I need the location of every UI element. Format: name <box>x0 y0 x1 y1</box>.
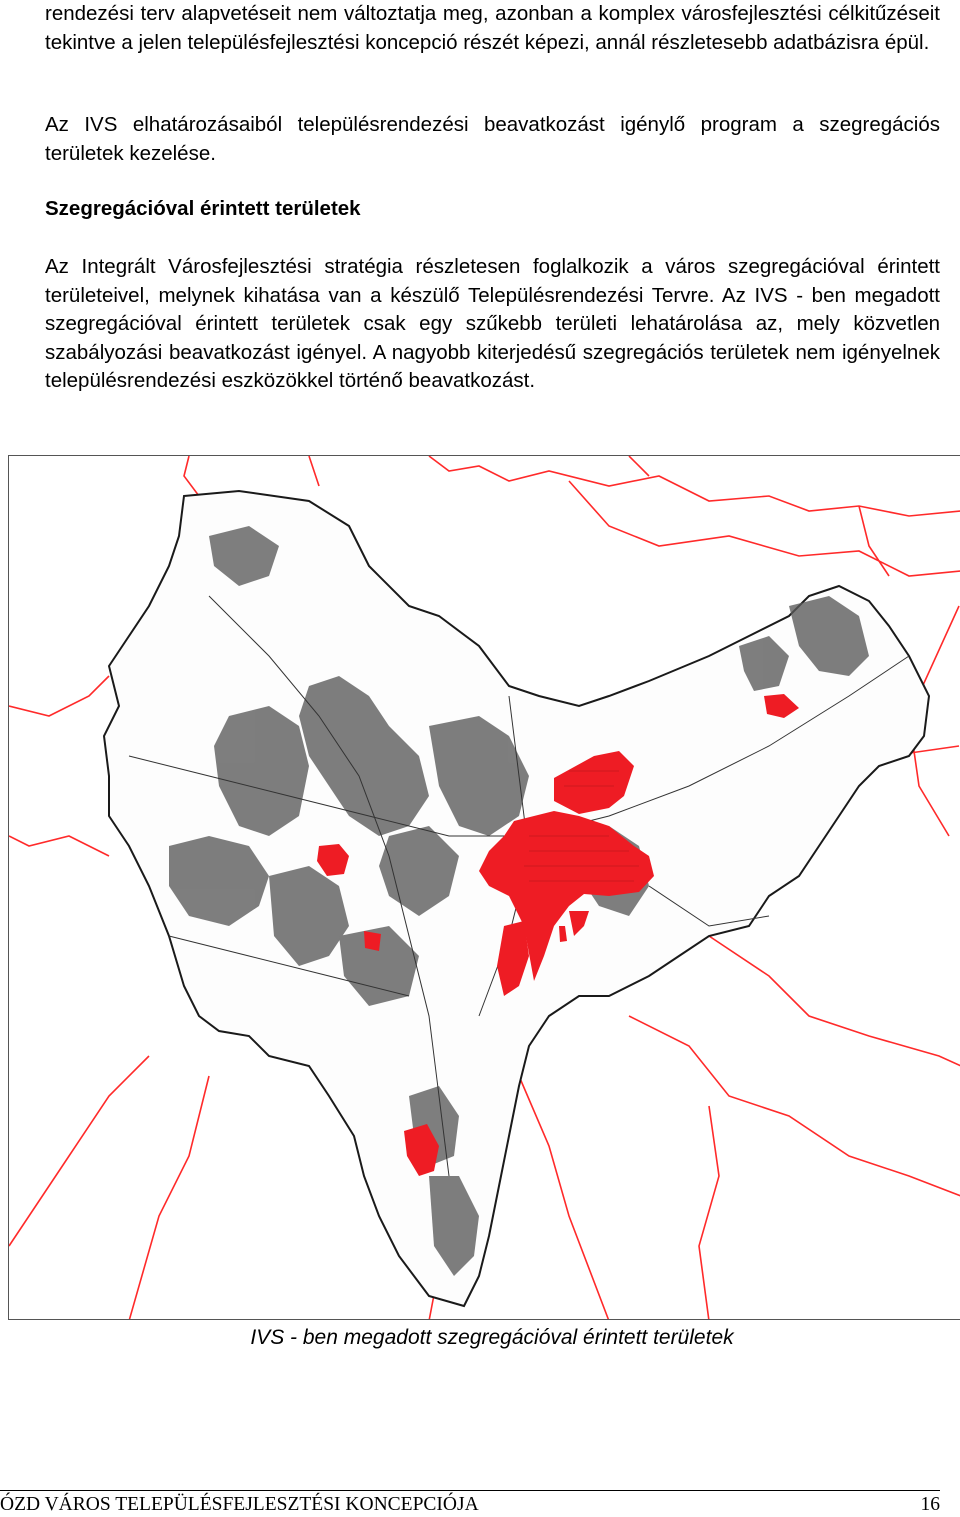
ivs-paragraph: Az IVS elhatározásaiból településrendezési beavatkozást igénylő program a szegregációs területek kezelése. <box>45 113 940 165</box>
figure-caption: IVS - ben megadott szegregációval érintett területek <box>250 1326 734 1349</box>
section-heading: Szegregációval érintett területek <box>45 197 361 220</box>
segregation-paragraph: Az Integrált Városfejlesztési stratégia részletesen foglalkozik a város szegregációval érintett területeivel, melynek kihatása van a készülő Településrendezési Tervre. Az IVS - ben megadott szegregációval érintett területek csak egy szűkebb területi lehatárolása az, mely közvetlen szabályozási beavatkozást igényel. A nagyobb kiterjedésű szegregációs területek nem igényelnek településrendezési eszközökkel történő beavatkozást. <box>45 255 940 392</box>
footer-page-number: 16 <box>920 1494 940 1515</box>
footer-divider <box>0 1490 940 1491</box>
segregation-map <box>8 455 960 1320</box>
intro-paragraph: rendezési terv alapvetéseit nem változtatja meg, azonban a komplex városfejlesztési célkitűzéseit tekintve a jelen településfejlesztési koncepció részét képezi, annál részletesebb adatbázisra épül. <box>45 2 940 54</box>
footer-document-title: ÓZD VÁROS TELEPÜLÉSFEJLESZTÉSI KONCEPCIÓJA <box>0 1494 479 1515</box>
map-drawing <box>9 456 960 1320</box>
